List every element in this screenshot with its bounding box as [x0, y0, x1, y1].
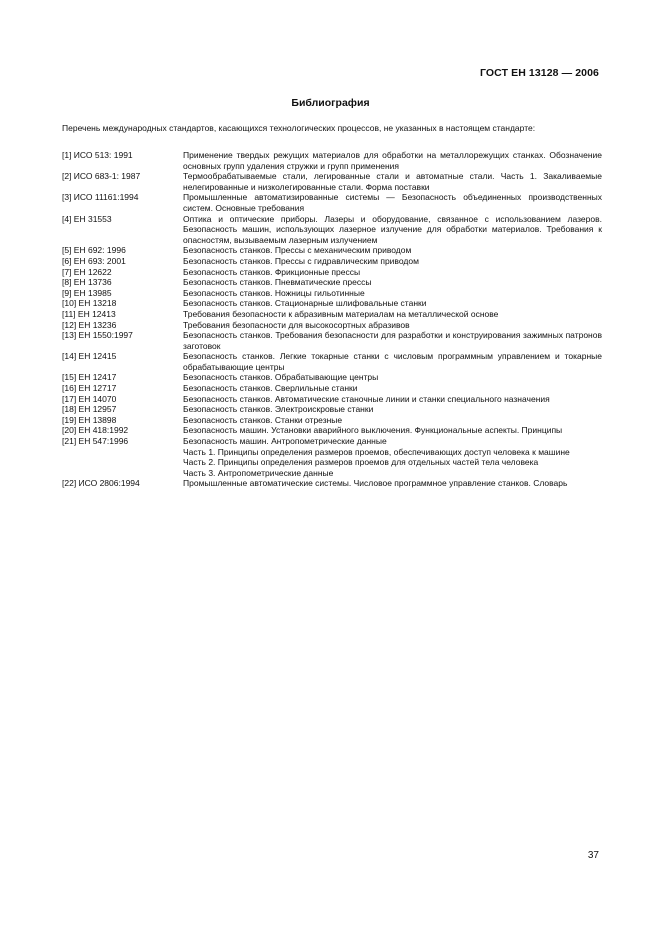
reference-label: [18] ЕН 12957 [62, 404, 117, 415]
reference-text [183, 245, 602, 256]
reference-line: Промышленные автоматические системы. Числовое программное управление станков. Словарь [183, 478, 568, 489]
reference-label: [16] ЕН 12717 [62, 383, 117, 394]
reference-label: [6] ЕН 693: 2001 [62, 255, 126, 266]
bibliography-entry [62, 425, 602, 436]
reference-text [183, 214, 602, 246]
bibliography-entry [62, 267, 602, 278]
bibliography-entry [62, 383, 602, 394]
bibliography-entry [62, 415, 602, 426]
reference-text [183, 192, 602, 213]
reference-line: Безопасность машин. Установки аварийного выключения. Функциональные аспекты. Принципы [183, 425, 563, 436]
reference-text [183, 267, 602, 278]
reference-text [183, 372, 602, 383]
bibliography-entry [62, 277, 602, 288]
reference-text [183, 288, 602, 299]
reference-text [183, 425, 602, 436]
bibliography-entry [62, 330, 602, 351]
reference-text [183, 330, 602, 351]
reference-label: [4] ЕН 31553 [62, 213, 112, 224]
bibliography-entry [62, 478, 602, 489]
reference-label: [5] ЕН 692: 1996 [62, 245, 126, 256]
reference-text [183, 478, 602, 489]
reference-line: Безопасность станков. Прессы с гидравлическим приводом [183, 255, 419, 266]
reference-text [183, 150, 602, 171]
reference-line: Термообрабатываемые стали, легированные стали и автоматные стали. Часть 1. Закаливаемые нелегированные и низколегированные стали. Форма поставки [183, 171, 602, 192]
reference-text [183, 404, 602, 415]
bibliography-entry [62, 171, 602, 192]
reference-line: Безопасность станков. Пневматические прессы [183, 277, 372, 288]
reference-label: [7] ЕН 12622 [62, 266, 112, 277]
reference-line: Безопасность станков. Требования безопасности для разработки и конструирования зажимных патронов заготовок [183, 330, 602, 351]
reference-text [183, 171, 602, 192]
reference-line: Оптика и оптические приборы. Лазеры и оборудование, связанное с использованием лазеров. Безопасность машин, использующих лазерное излучение для обработки материалов. Требования к опасностям, вызываемым лазерным излучением [183, 213, 602, 245]
intro-paragraph: Перечень международных стандартов, касающихся технологических процессов, не указанных в настоящем стандарте: [62, 123, 536, 133]
reference-line: Безопасность станков. Прессы с механическим приводом [183, 245, 412, 256]
reference-text [183, 383, 602, 394]
reference-line: Безопасность станков. Электроискровые станки [183, 404, 374, 415]
reference-label: [8] ЕН 13736 [62, 277, 112, 288]
reference-line: Безопасность станков. Станки отрезные [183, 414, 343, 425]
reference-line: Часть 2. Принципы определения размеров проемов для отдельных частей тела человека [183, 457, 539, 468]
bibliography-entry [62, 192, 602, 213]
bibliography-entry [62, 436, 602, 478]
document-header: ГОСТ ЕН 13128 — 2006 [479, 67, 599, 79]
reference-label: [22] ИСО 2806:1994 [62, 478, 140, 489]
reference-label: [20] ЕН 418:1992 [62, 425, 129, 436]
reference-text [183, 298, 602, 309]
bibliography-entry [62, 298, 602, 309]
reference-label: [15] ЕН 12417 [62, 372, 117, 383]
bibliography-entry [62, 256, 602, 267]
reference-label: [19] ЕН 13898 [62, 414, 117, 425]
bibliography-entry [62, 351, 602, 372]
bibliography-entry [62, 404, 602, 415]
reference-line: Безопасность станков. Обрабатывающие центры [183, 372, 379, 383]
reference-label: [21] ЕН 547:1996 [62, 436, 129, 447]
bibliography-entry [62, 309, 602, 320]
bibliography-list [62, 150, 602, 489]
bibliography-entry [62, 320, 602, 331]
reference-label: [17] ЕН 14070 [62, 393, 117, 404]
reference-text [183, 277, 602, 288]
bibliography-entry [62, 150, 602, 171]
bibliography-entry [62, 394, 602, 405]
reference-text [183, 256, 602, 267]
reference-line: Безопасность станков. Фрикционные прессы [183, 266, 361, 277]
reference-line: Безопасность станков. Ножницы гильотинные [183, 287, 365, 298]
reference-label: [12] ЕН 13236 [62, 319, 117, 330]
reference-text [183, 436, 602, 478]
reference-label: [14] ЕН 12415 [62, 351, 117, 362]
reference-label: [13] ЕН 1550:1997 [62, 330, 133, 341]
reference-line: Безопасность станков. Автоматические станочные линии и станки специального назначения [183, 393, 550, 404]
bibliography-entry [62, 372, 602, 383]
reference-label: [11] ЕН 12413 [62, 308, 116, 319]
reference-line: Безопасность машин. Антропометрические данные [183, 436, 387, 447]
bibliography-entry [62, 245, 602, 256]
reference-line: Промышленные автоматизированные системы — Безопасность объединенных производственных систем. Основные требования [183, 192, 602, 213]
reference-line: Безопасность станков. Стационарные шлифовальные станки [183, 298, 427, 309]
reference-text [183, 394, 602, 405]
reference-text [183, 309, 602, 320]
bibliography-entry [62, 214, 602, 246]
reference-line: Требования безопасности для высокосортных абразивов [183, 319, 410, 330]
reference-text [183, 415, 602, 426]
reference-line: Безопасность станков. Легкие токарные станки с числовым программным управлением и токарные обрабатывающие центры [183, 351, 602, 372]
reference-line: Часть 1. Принципы определения размеров проемов, обеспечивающих доступ человека к машине [183, 446, 570, 457]
reference-label: [2] ИСО 683-1: 1987 [62, 171, 141, 182]
reference-label: [3] ИСО 11161:1994 [62, 192, 139, 203]
reference-line: Требования безопасности к абразивным материалам на металлической основе [183, 308, 499, 319]
page-title: Библиография [291, 97, 370, 109]
reference-line: Применение твердых режущих материалов для обработки на металлорежущих станках. Обозначение основных групп удаления стружки и групп применения [183, 150, 602, 171]
reference-label: [10] ЕН 13218 [62, 298, 117, 309]
reference-text [183, 320, 602, 331]
reference-line: Безопасность станков. Сверлильные станки [183, 383, 358, 394]
reference-line: Часть 3. Антропометрические данные [183, 467, 334, 478]
reference-text [183, 351, 602, 372]
page-number: 37 [587, 850, 599, 861]
bibliography-entry [62, 288, 602, 299]
reference-label: [9] ЕН 13985 [62, 287, 112, 298]
reference-label: [1] ИСО 513: 1991 [62, 150, 133, 160]
